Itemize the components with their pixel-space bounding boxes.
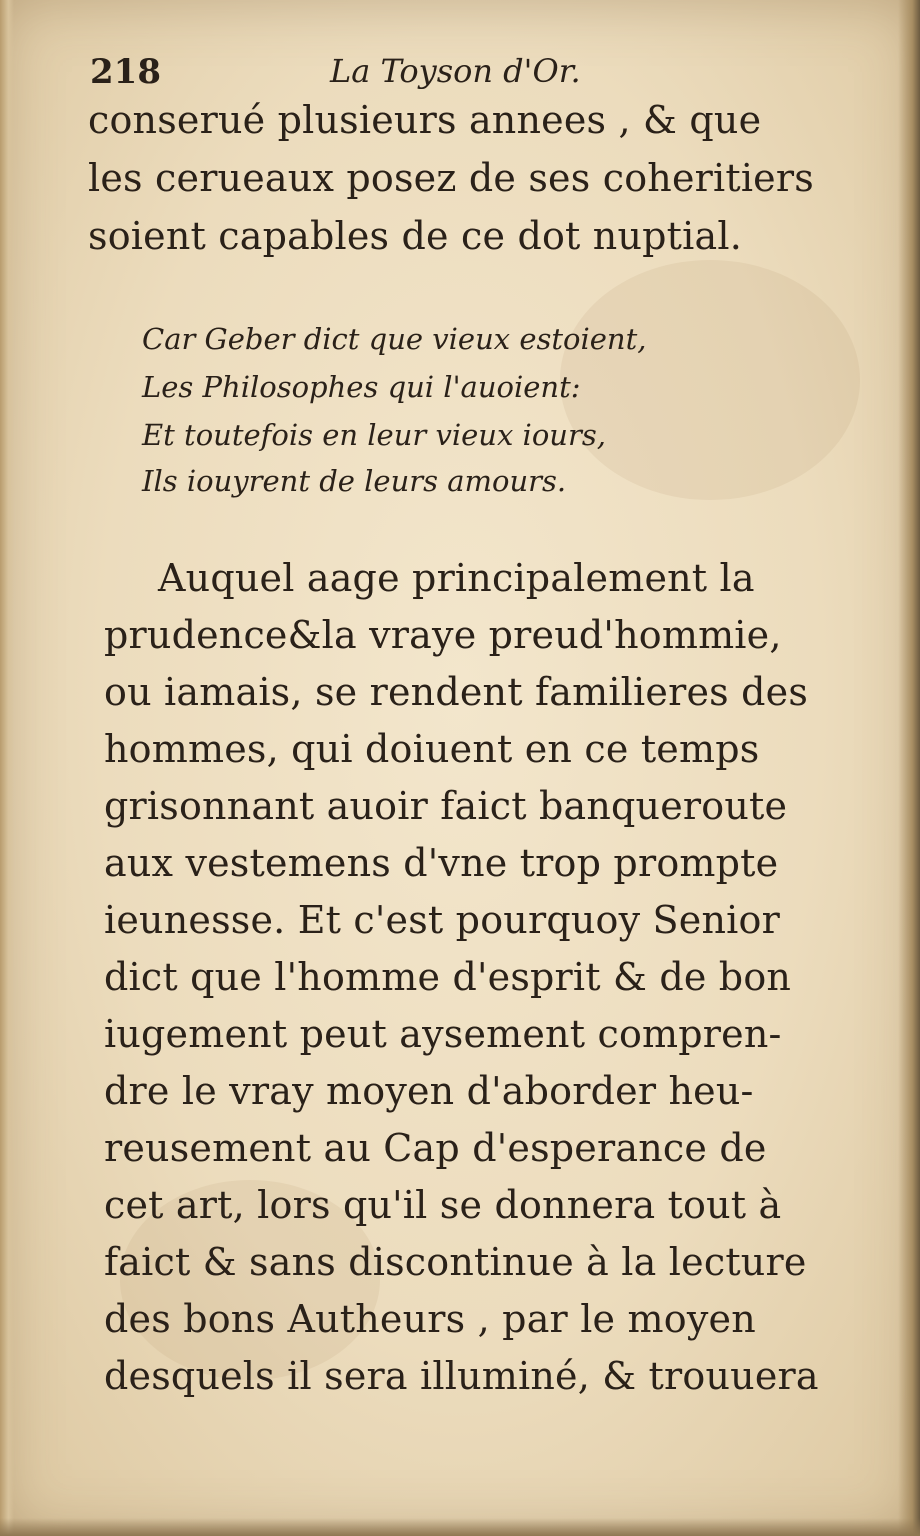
- text-line: soient capables de ce dot nuptial.: [88, 214, 742, 258]
- page-bottom-edge: [0, 1518, 920, 1536]
- text-line: les cerueaux posez de ses coheritiers: [88, 156, 814, 200]
- text-line: faict & sans discontinue à la lecture: [104, 1240, 807, 1284]
- text-line: hommes, qui doiuent en ce temps: [104, 727, 760, 771]
- text-line: conserué plusieurs annees , & que: [88, 98, 762, 142]
- verse-line: Les Philosophes qui l'auoient:: [142, 370, 581, 404]
- text-line: dre le vray moyen d'aborder heu-: [104, 1069, 754, 1113]
- text-line: prudence&la vraye preud'hommie,: [104, 613, 782, 657]
- paper-stain: [560, 260, 860, 500]
- text-line: ou iamais, se rendent familieres des: [104, 670, 809, 714]
- text-line: aux vestemens d'vne trop prompte: [104, 841, 779, 885]
- page-number: 218: [90, 52, 161, 92]
- text-line: reusement au Cap d'esperance de: [104, 1126, 767, 1170]
- text-line: cet art, lors qu'il se donnera tout à: [104, 1183, 782, 1227]
- text-line: dict que l'homme d'esprit & de bon: [104, 955, 792, 999]
- page-gutter: [0, 0, 14, 1536]
- verse-line: Car Geber dict que vieux estoient,: [142, 322, 647, 356]
- text-line: iugement peut aysement compren-: [104, 1012, 782, 1056]
- text-line: ieunesse. Et c'est pourquoy Senior: [104, 898, 780, 942]
- page-fore-edge: [898, 0, 920, 1536]
- text-line: desquels il sera illuminé, & trouuera: [104, 1354, 819, 1398]
- text-line: grisonnant auoir faict banqueroute: [104, 784, 788, 828]
- text-line: Auquel aage principalement la: [158, 556, 755, 600]
- verse-line: Ils iouyrent de leurs amours.: [142, 464, 567, 498]
- verse-line: Et toutefois en leur vieux iours,: [142, 418, 606, 452]
- running-title: La Toyson d'Or.: [330, 52, 581, 90]
- text-line: des bons Autheurs , par le moyen: [104, 1297, 756, 1341]
